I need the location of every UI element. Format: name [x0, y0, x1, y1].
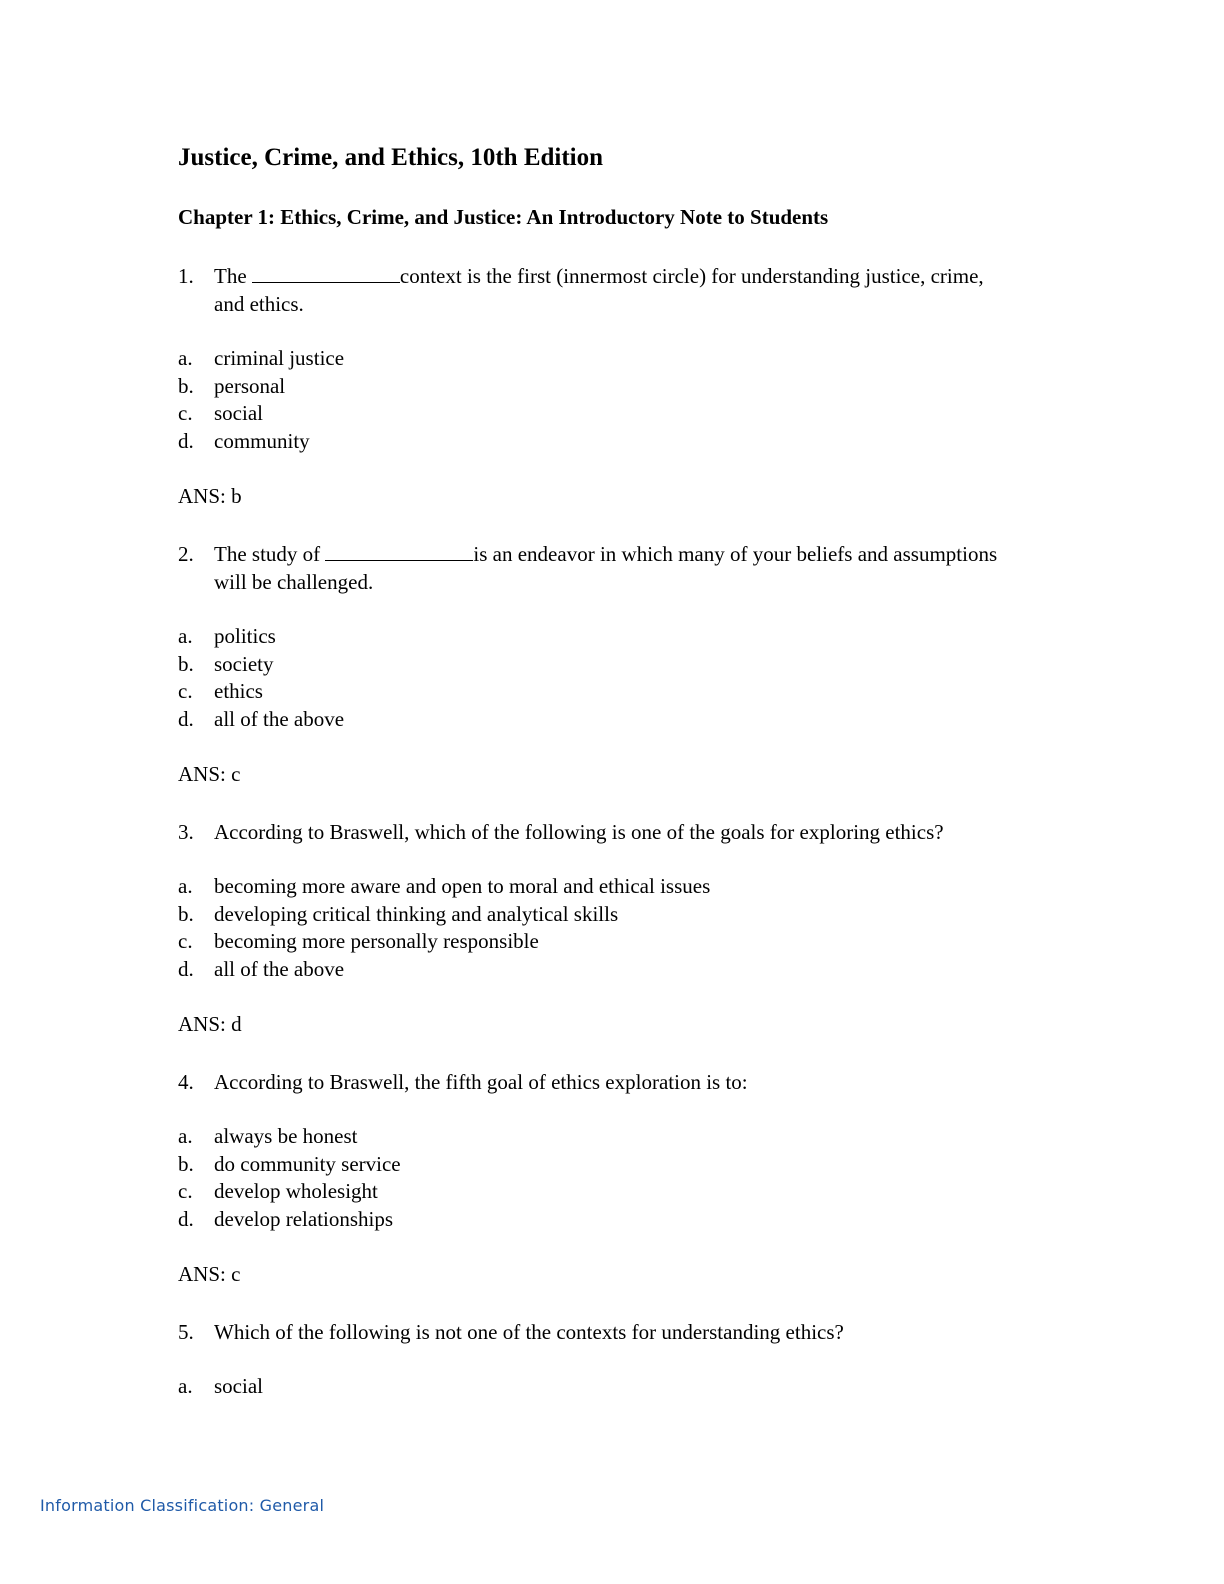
question-text [214, 540, 1038, 596]
document-page [178, 140, 1038, 1401]
question-number: 4. [178, 1070, 194, 1094]
question-stem [178, 1318, 1038, 1346]
option-text: develop wholesight [214, 1179, 378, 1203]
question-stem [178, 262, 1038, 318]
option-letter: a. [178, 346, 193, 370]
option-a [178, 1373, 1038, 1401]
question-3 [178, 818, 1038, 1038]
question-stem [178, 540, 1038, 596]
question-stem [178, 1068, 1038, 1096]
option-a [178, 345, 1038, 373]
option-letter: b. [178, 1151, 194, 1176]
option-letter: b. [178, 373, 194, 398]
question-2 [178, 540, 1038, 788]
question-number: 3. [178, 820, 194, 844]
option-letter: a. [178, 624, 193, 648]
option-b [178, 651, 1038, 679]
option-text: social [214, 1374, 263, 1398]
option-text: ethics [214, 679, 263, 703]
option-letter: a. [178, 1374, 193, 1398]
question-5 [178, 1318, 1038, 1401]
question-number: 1. [178, 264, 194, 288]
question-text-after-blank: context is the first (innermost circle) for understanding justice, crime, and ethics. [214, 264, 984, 316]
option-text: all of the above [214, 706, 345, 731]
classification-footer: Information Classification: General [40, 1496, 325, 1515]
option-d [178, 706, 1038, 734]
question-number: 2. [178, 542, 194, 566]
option-list [178, 1123, 1038, 1233]
fill-in-blank [252, 264, 400, 283]
option-letter: d. [178, 1206, 194, 1231]
option-text: developing critical thinking and analytical skills [214, 901, 619, 926]
question-stem [178, 818, 1038, 846]
option-text: politics [214, 624, 276, 648]
question-text [214, 262, 1038, 318]
option-letter: a. [178, 874, 193, 898]
option-letter: d. [178, 956, 194, 981]
option-text: becoming more personally responsible [214, 929, 539, 953]
answer-key: ANS: c [178, 762, 241, 786]
option-c [178, 678, 1038, 706]
document-title: Justice, Crime, and Ethics, 10th Edition [178, 144, 604, 171]
option-a [178, 873, 1038, 901]
option-letter: c. [178, 679, 193, 703]
option-list [178, 623, 1038, 733]
answer-key: ANS: c [178, 1262, 241, 1286]
question-4 [178, 1068, 1038, 1288]
option-b [178, 1151, 1038, 1179]
option-letter: c. [178, 401, 193, 425]
option-b [178, 901, 1038, 929]
question-text: According to Braswell, which of the following is one of the goals for exploring ethics? [214, 820, 944, 844]
answer-key: ANS: b [178, 484, 242, 508]
option-d [178, 428, 1038, 456]
option-text: community [214, 428, 310, 453]
option-letter: d. [178, 706, 194, 731]
option-c [178, 400, 1038, 428]
option-list [178, 345, 1038, 455]
option-letter: c. [178, 1179, 193, 1203]
option-list [178, 1373, 1038, 1401]
option-letter: a. [178, 1124, 193, 1148]
option-text: do community service [214, 1151, 401, 1176]
option-text: criminal justice [214, 346, 345, 370]
option-letter: d. [178, 428, 194, 453]
question-text-after-blank: is an endeavor in which many of your beliefs and assumptions will be challenged. [214, 542, 998, 594]
option-b [178, 373, 1038, 401]
option-text: becoming more aware and open to moral and ethical issues [214, 874, 711, 898]
option-text: always be honest [214, 1124, 358, 1148]
question-number: 5. [178, 1320, 194, 1344]
option-letter: c. [178, 929, 193, 953]
option-d [178, 1206, 1038, 1234]
answer-key: ANS: d [178, 1012, 242, 1036]
option-a [178, 623, 1038, 651]
question-text-before-blank: The [214, 264, 252, 288]
option-text: social [214, 401, 263, 425]
option-list [178, 873, 1038, 983]
option-c [178, 928, 1038, 956]
option-text: society [214, 651, 274, 676]
question-text: Which of the following is not one of the contexts for understanding ethics? [214, 1320, 844, 1344]
option-letter: b. [178, 901, 194, 926]
option-text: all of the above [214, 956, 345, 981]
option-text: personal [214, 373, 286, 398]
question-1 [178, 262, 1038, 510]
option-a [178, 1123, 1038, 1151]
option-letter: b. [178, 651, 194, 676]
option-text: develop relationships [214, 1206, 394, 1231]
question-text-before-blank: The study of [214, 542, 326, 566]
option-d [178, 956, 1038, 984]
question-text: According to Braswell, the fifth goal of ethics exploration is to: [214, 1070, 748, 1094]
option-c [178, 1178, 1038, 1206]
fill-in-blank [325, 542, 473, 561]
chapter-title: Chapter 1: Ethics, Crime, and Justice: An Introductory Note to Students [178, 205, 829, 229]
